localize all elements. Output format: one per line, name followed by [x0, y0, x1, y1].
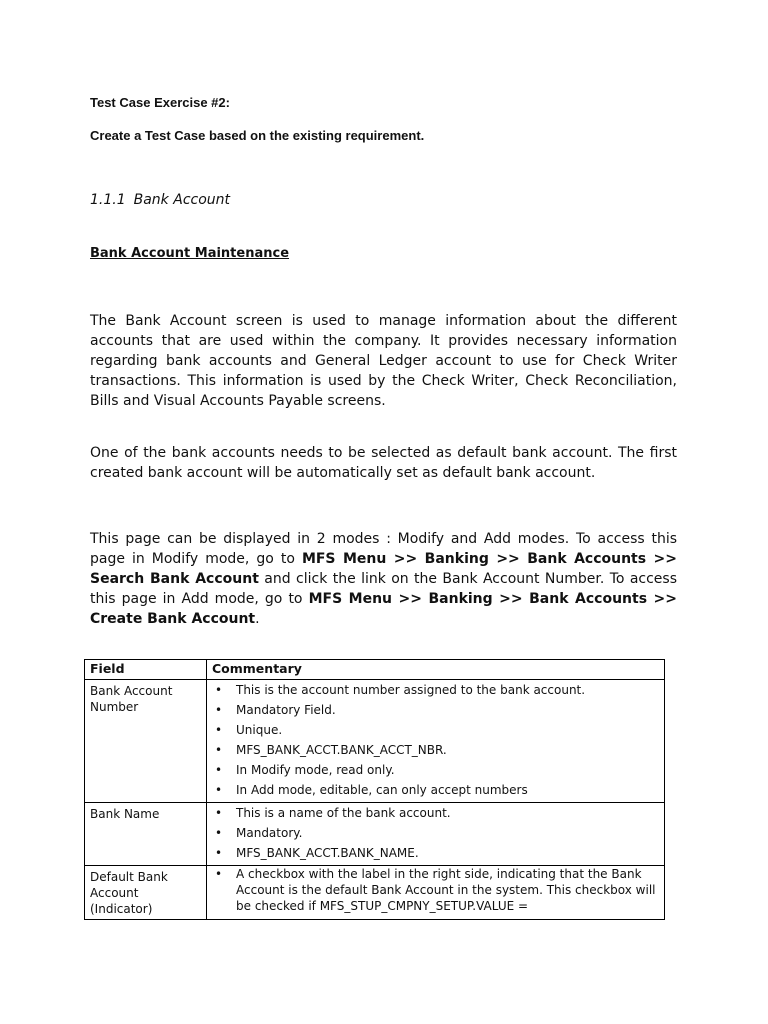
add-mode-path: MFS Menu >> Banking >> Bank Accounts >> Create Bank Account [90, 591, 677, 627]
field-name: Bank Account Number [85, 680, 207, 803]
list-item: • MFS_BANK_ACCT.BANK_ACCT_NBR. [212, 740, 659, 760]
list-item: • Unique. [212, 720, 659, 740]
list-item: • In Add mode, editable, can only accept numbers [212, 780, 659, 800]
list-item: • This is the account number assigned to the bank account. [212, 680, 659, 700]
commentary [207, 803, 665, 866]
field-table [84, 659, 665, 920]
modes-text-3: . [255, 611, 260, 627]
paragraph-default-account: One of the bank accounts needs to be selected as default bank account. The first created bank account will be automatically set as default bank account. [90, 445, 677, 481]
header-field: Field [85, 660, 207, 680]
commentary-list [212, 866, 659, 914]
field-name: Bank Name [85, 803, 207, 866]
list-item: • Mandatory. [212, 823, 659, 843]
list-item: • MFS_BANK_ACCT.BANK_NAME. [212, 843, 659, 863]
paragraph-modes [90, 529, 677, 629]
modes-text-1: This page can be displayed in 2 modes : Modify and Add modes. To access this page in Modify mode, go to [90, 531, 677, 567]
table-row [85, 803, 665, 866]
table-row [85, 866, 665, 920]
table-header-row [85, 660, 665, 680]
commentary-list [212, 803, 659, 863]
section-number: 1.1.1 [90, 192, 126, 208]
table-row [85, 680, 665, 803]
commentary [207, 866, 665, 920]
modify-mode-path: MFS Menu >> Banking >> Bank Accounts >> Search Bank Account [90, 551, 677, 587]
paragraph-intro: The Bank Account screen is used to manage information about the different accounts that are used within the company. It provides necessary information regarding bank accounts and General Ledger account to use for Check Writer transactions. This information is used by the Check Writer, Check Reconciliation, Bills and Visual Accounts Payable screens. [90, 313, 677, 409]
commentary [207, 680, 665, 803]
subheading: Bank Account Maintenance [90, 246, 290, 261]
list-item: • Mandatory Field. [212, 700, 659, 720]
list-item: • This is a name of the bank account. [212, 803, 659, 823]
section-title: Bank Account [133, 192, 231, 208]
exercise-title: Test Case Exercise #2: [90, 95, 230, 110]
modes-text-2: and click the link on the Bank Account Number. To access this page in Add mode, go to [90, 571, 678, 607]
field-name: Default Bank Account (Indicator) [85, 866, 207, 920]
header-commentary: Commentary [207, 660, 665, 680]
commentary-list [212, 680, 659, 800]
section-heading [90, 192, 230, 208]
exercise-instruction: Create a Test Case based on the existing requirement. [90, 128, 425, 143]
list-item: • In Modify mode, read only. [212, 760, 659, 780]
list-item: • A checkbox with the label in the right side, indicating that the Bank Account is the default Bank Account in the system. This checkbox will be checked if MFS_STUP_CMPNY_SETUP.VALUE = [212, 866, 659, 914]
